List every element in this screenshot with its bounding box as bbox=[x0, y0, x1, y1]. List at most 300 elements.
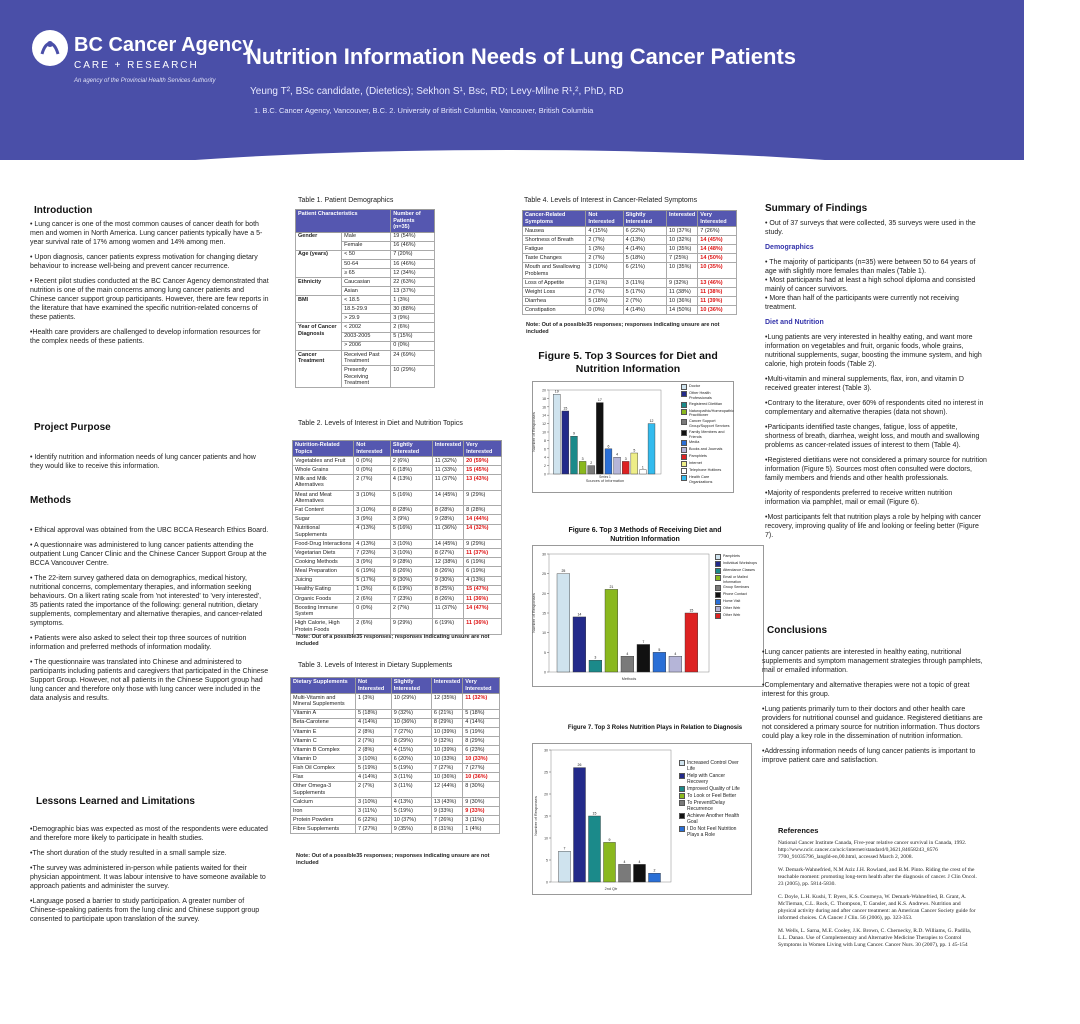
y-tick-label: 30 bbox=[542, 552, 546, 557]
table3-cell: 1 (4%) bbox=[463, 825, 500, 834]
table4-header: Slightly Interested bbox=[623, 211, 666, 227]
table2-row-label: Vegetarian Diets bbox=[293, 549, 354, 558]
table4-cell: 2 (7%) bbox=[586, 236, 623, 245]
table2-cell: 4 (13%) bbox=[390, 475, 432, 491]
table3-cell: 8 (30%) bbox=[463, 782, 500, 798]
summary-d6: •Majority of respondents preferred to receive written nutrition information via pamphlet, mail or email (Figure 6). bbox=[765, 490, 953, 506]
table4-cell: 10 (36%) bbox=[666, 297, 697, 306]
table3-caption: Table 3. Levels of Interest in Dietary Supplements bbox=[298, 662, 453, 669]
table3-cell: 8 (29%) bbox=[431, 718, 462, 727]
table3-cell: 7 (27%) bbox=[431, 764, 462, 773]
intro-p4: •Health care providers are challenged to develop information resources for the complex needs of these patients. bbox=[30, 329, 261, 345]
lessons-p3: •The survey was administered in-person while patients waited for their physician appointment. It was labour intensive to have someone available to approach patients and administer the survey. bbox=[30, 865, 266, 890]
table4-row bbox=[523, 227, 737, 236]
table2-note: Note: Out of a possible35 responses; responses indicating unsure are not included bbox=[296, 634, 490, 647]
legend-entry bbox=[715, 599, 761, 605]
bar bbox=[634, 864, 646, 882]
table1-subgroup: ≥ 65 bbox=[342, 268, 391, 277]
legend-swatch bbox=[715, 568, 721, 574]
table2-cell: 9 (30%) bbox=[432, 576, 463, 585]
y-tick-label: 10 bbox=[544, 836, 548, 841]
figure6-chart bbox=[532, 545, 764, 687]
data-label: 14 bbox=[577, 612, 582, 617]
table2-cell: 8 (28%) bbox=[464, 506, 502, 515]
figure6-title: Figure 6. Top 3 Methods of Receiving Diet and Nutrition Information bbox=[568, 527, 722, 543]
table1-count: 2 (6%) bbox=[391, 323, 435, 332]
table3-cell: 3 (11%) bbox=[391, 773, 431, 782]
table2-cell: 3 (10%) bbox=[354, 490, 391, 506]
bar bbox=[589, 660, 602, 672]
table2-cell: 9 (29%) bbox=[390, 619, 432, 635]
table2-cell: 14 (44%) bbox=[464, 515, 502, 524]
table2-cell: 3 (9%) bbox=[354, 515, 391, 524]
bar bbox=[589, 816, 601, 882]
table4-cell: 4 (15%) bbox=[586, 227, 623, 236]
table2-cell: 3 (9%) bbox=[390, 515, 432, 524]
table3-cell: 12 (35%) bbox=[431, 694, 462, 710]
table4-header: Very Interested bbox=[698, 211, 737, 227]
legend-label: Internet bbox=[689, 461, 702, 466]
legend-label: Telephone Hotlines bbox=[689, 468, 722, 473]
table2-row bbox=[293, 515, 502, 524]
bar bbox=[637, 644, 650, 672]
conclusions-c4: •Addressing information needs of lung cancer patients is important to improve patient care and satisfaction. bbox=[762, 748, 976, 764]
bar bbox=[649, 873, 661, 882]
legend-swatch bbox=[679, 793, 685, 799]
data-label: 25 bbox=[561, 569, 566, 574]
references-heading: References bbox=[778, 826, 819, 835]
lessons-p1: •Demographic bias was expected as most of the respondents were educated and therefore more likely to participate in health studies. bbox=[30, 826, 268, 842]
table4-row-label: Weight Loss bbox=[523, 288, 586, 297]
table2-cell: 2 (6%) bbox=[354, 619, 391, 635]
table1-row bbox=[296, 296, 435, 305]
table1-subgroup: 50-64 bbox=[342, 259, 391, 268]
table2-cell: 14 (32%) bbox=[464, 524, 502, 540]
table-symptoms-interest bbox=[522, 210, 737, 315]
table3-cell: 8 (31%) bbox=[431, 825, 462, 834]
table2-cell: 9 (28%) bbox=[390, 558, 432, 567]
table2-cell: 0 (0%) bbox=[354, 457, 391, 466]
table1-count: 24 (69%) bbox=[391, 350, 435, 366]
data-label: 9 bbox=[573, 431, 575, 436]
legend-swatch bbox=[681, 475, 687, 481]
legend-label: Health Care Organizations bbox=[689, 475, 713, 485]
data-label: 4 bbox=[626, 651, 629, 656]
lessons-p4: •Language posed a barrier to study participation. A greater number of Chinese-speaking patients from the lung clinic and Chinese support group consented to participate upon translation of the survey. bbox=[30, 898, 260, 923]
y-tick-label: 4 bbox=[544, 455, 546, 460]
legend-swatch bbox=[715, 592, 721, 598]
table3-row bbox=[291, 709, 500, 718]
table3-cell: 10 (36%) bbox=[431, 773, 462, 782]
table3-cell: 10 (39%) bbox=[431, 745, 462, 754]
y-axis-label: Number of Responses bbox=[531, 593, 536, 633]
table2-cell: 4 (13%) bbox=[354, 540, 391, 549]
legend-entry bbox=[681, 447, 731, 453]
table2-cell: 9 (29%) bbox=[464, 540, 502, 549]
table1-row bbox=[296, 277, 435, 286]
legend-entry bbox=[681, 402, 731, 408]
table3-row bbox=[291, 694, 500, 710]
figure5-title: Figure 5. Top 3 Sources for Diet and Nutrition Information bbox=[538, 350, 718, 375]
table4-cell: 0 (0%) bbox=[586, 306, 623, 315]
data-label: 2 bbox=[653, 868, 656, 873]
table3-cell: 4 (14%) bbox=[355, 773, 391, 782]
y-tick-label: 8 bbox=[544, 438, 546, 443]
y-tick-label: 20 bbox=[542, 388, 546, 393]
bar bbox=[621, 656, 634, 672]
table2-row-label: Healthy Eating bbox=[293, 585, 354, 594]
data-label: 3 bbox=[624, 456, 627, 461]
bar bbox=[653, 652, 666, 672]
table2-row bbox=[293, 567, 502, 576]
legend-entry bbox=[715, 592, 761, 598]
y-tick-label: 15 bbox=[544, 814, 548, 819]
table2-row bbox=[293, 475, 502, 491]
table2-cell: 11 (36%) bbox=[432, 524, 463, 540]
table4-cell: 7 (26%) bbox=[698, 227, 737, 236]
table2-row-label: Boosting Immune System bbox=[293, 603, 354, 619]
table2-row bbox=[293, 603, 502, 619]
table1-subgroup: > 29.9 bbox=[342, 314, 391, 323]
legend-entry bbox=[715, 585, 761, 591]
table4-cell: 10 (36%) bbox=[698, 306, 737, 315]
data-label: 7 bbox=[563, 846, 566, 851]
table1-category: BMI bbox=[296, 296, 342, 323]
table1-caption: Table 1. Patient Demographics bbox=[298, 197, 394, 204]
table2-cell: 2 (7%) bbox=[354, 475, 391, 491]
legend-swatch bbox=[681, 461, 687, 467]
table4-cell: 2 (7%) bbox=[623, 297, 666, 306]
table3-row bbox=[291, 816, 500, 825]
legend-swatch bbox=[681, 454, 687, 460]
legend-entry bbox=[681, 419, 731, 429]
legend-label: Naturopathic/Homeopathic Practitioner bbox=[689, 408, 734, 418]
table3-row bbox=[291, 782, 500, 798]
y-tick-label: 6 bbox=[544, 447, 546, 452]
bar bbox=[553, 394, 560, 474]
reference-2: W. Demark-Wahnefried, N.M Aziz J.H. Rowland, and B.M. Pinto. Riding the crest of the teachable moment: promoting long-term health after the diagnosis of cancer. J Clin Oncol. 23 (2005), pp. 5814-5830. bbox=[778, 867, 977, 887]
legend-label: Other Health Professionals bbox=[689, 391, 712, 400]
x-tick-label: Series 1 bbox=[599, 475, 611, 479]
table3-cell: 9 (33%) bbox=[431, 807, 462, 816]
diet-subheading: Diet and Nutrition bbox=[765, 319, 824, 326]
table1-count: 5 (15%) bbox=[391, 332, 435, 341]
table2-row-label: Whole Grains bbox=[293, 466, 354, 475]
legend-swatch bbox=[715, 599, 721, 605]
table2-cell: 0 (0%) bbox=[354, 466, 391, 475]
table3-cell: 5 (19%) bbox=[355, 764, 391, 773]
table3-row bbox=[291, 755, 500, 764]
table4-cell: 6 (22%) bbox=[623, 227, 666, 236]
table4-row-label: Loss of Appetite bbox=[523, 278, 586, 287]
data-label: 15 bbox=[689, 608, 694, 613]
table2-header: Slightly Interested bbox=[390, 441, 432, 457]
data-label: 3 bbox=[594, 655, 597, 660]
table4-cell: 5 (18%) bbox=[586, 297, 623, 306]
table2-cell: 6 (19%) bbox=[464, 567, 502, 576]
summary-demo2: • Most participants had at least a high school diploma and consisted mainly of cancer survivors. bbox=[765, 277, 976, 293]
table2-row bbox=[293, 457, 502, 466]
conclusions-c1: •Lung cancer patients are interested in healthy eating, nutritional supplements and symptom management strategies through pamphlets, mail or emailed information. bbox=[762, 649, 983, 674]
x-axis-label: Methods bbox=[621, 677, 637, 681]
y-axis-label: Number of Responses bbox=[531, 412, 536, 452]
legend-label: Registered Dietitian bbox=[689, 401, 723, 406]
table3-row bbox=[291, 807, 500, 816]
purpose-p1: • Identify nutrition and information needs of lung cancer patients and how they would like to receive this information. bbox=[30, 454, 256, 470]
table3-row bbox=[291, 797, 500, 806]
table2-row-label: Milk and Milk Alternatives bbox=[293, 475, 354, 491]
table3-cell: 13 (43%) bbox=[431, 797, 462, 806]
y-tick-label: 0 bbox=[544, 670, 546, 675]
table3-row bbox=[291, 825, 500, 834]
table2-cell: 6 (19%) bbox=[432, 619, 463, 635]
table4-cell: 14 (48%) bbox=[698, 245, 737, 254]
table2-cell: 11 (37%) bbox=[432, 603, 463, 619]
legend-label: Achieve Another Health Goal bbox=[687, 813, 740, 825]
legend-swatch bbox=[715, 561, 721, 567]
legend-entry bbox=[681, 408, 734, 419]
y-tick-label: 0 bbox=[546, 880, 548, 885]
table3-cell: 2 (8%) bbox=[355, 745, 391, 754]
table4-cell: 4 (14%) bbox=[623, 306, 666, 315]
legend-swatch bbox=[681, 419, 687, 425]
legend-entry bbox=[681, 461, 731, 467]
table3-row-label: Vitamin E bbox=[291, 727, 356, 736]
bc-cancer-logo-icon bbox=[32, 30, 68, 66]
table2-cell: 11 (37%) bbox=[464, 549, 502, 558]
data-label: 4 bbox=[674, 651, 677, 656]
legend-entry bbox=[715, 554, 761, 560]
bar bbox=[559, 851, 571, 882]
table2-cell: 8 (27%) bbox=[432, 549, 463, 558]
table1-count: 0 (0%) bbox=[391, 341, 435, 350]
intro-heading: Introduction bbox=[34, 205, 93, 216]
legend-label: Improved Quality of Life bbox=[687, 786, 740, 792]
bar bbox=[685, 613, 698, 672]
data-label: 2 bbox=[590, 461, 593, 466]
table1-row bbox=[296, 232, 435, 241]
y-tick-label: 25 bbox=[542, 572, 546, 577]
table2-cell: 4 (13%) bbox=[464, 576, 502, 585]
y-tick-label: 0 bbox=[544, 472, 546, 477]
table3-cell: 4 (13%) bbox=[391, 797, 431, 806]
data-label: 4 bbox=[638, 859, 641, 864]
table3-cell: 5 (19%) bbox=[391, 764, 431, 773]
table2-row-label: Organic Foods bbox=[293, 594, 354, 603]
y-tick-label: 30 bbox=[544, 748, 548, 753]
legend-swatch bbox=[681, 440, 687, 446]
legend-swatch bbox=[679, 786, 685, 792]
legend-label: Doctor bbox=[689, 384, 701, 388]
intro-p2: • Upon diagnosis, cancer patients express motivation for changing dietary behaviour to increase well-being and prevent cancer recurrence. bbox=[30, 254, 258, 270]
legend-swatch bbox=[715, 585, 721, 591]
table4-cell: 2 (7%) bbox=[586, 254, 623, 263]
data-label: 21 bbox=[609, 584, 614, 589]
org-tagline: An agency of the Provincial Health Services Authority bbox=[74, 78, 216, 84]
legend-entry bbox=[681, 468, 731, 474]
table3-row-label: Iron bbox=[291, 807, 356, 816]
table4-row-label: Shortness of Breath bbox=[523, 236, 586, 245]
data-label: 7 bbox=[642, 639, 645, 644]
table4-cell: 4 (14%) bbox=[623, 245, 666, 254]
table4-cell: 1 (3%) bbox=[586, 245, 623, 254]
table2-cell: 2 (6%) bbox=[390, 457, 432, 466]
table4-cell: 4 (13%) bbox=[623, 236, 666, 245]
figure7-title: Figure 7. Top 3 Roles Nutrition Plays in Relation to Diagnosis bbox=[567, 725, 743, 731]
table1-row bbox=[296, 250, 435, 259]
table2-row-label: Cooking Methods bbox=[293, 558, 354, 567]
table3-cell: 5 (18%) bbox=[463, 709, 500, 718]
table2-cell: 6 (19%) bbox=[390, 585, 432, 594]
data-label: 4 bbox=[616, 452, 619, 457]
bar bbox=[648, 424, 655, 474]
legend-entry bbox=[715, 561, 761, 567]
table2-row-label: Fat Content bbox=[293, 506, 354, 515]
data-label: 12 bbox=[649, 419, 654, 424]
table3-header: Dietary Supplements bbox=[291, 678, 356, 694]
table1-subgroup: Caucasian bbox=[342, 277, 391, 286]
table2-row-label: Meal Preparation bbox=[293, 567, 354, 576]
table2-row bbox=[293, 558, 502, 567]
y-tick-label: 5 bbox=[546, 858, 548, 863]
table3-row-label: Vitamin B Complex bbox=[291, 745, 356, 754]
legend-swatch bbox=[681, 409, 687, 415]
table3-cell: 2 (8%) bbox=[355, 727, 391, 736]
table2-header: Nutrition-Related Topics bbox=[293, 441, 354, 457]
y-tick-label: 10 bbox=[542, 430, 546, 435]
legend-swatch bbox=[679, 773, 685, 779]
poster-header bbox=[0, 0, 1024, 160]
x-axis-label: 2nd Qtr bbox=[604, 887, 618, 891]
legend-swatch bbox=[681, 391, 687, 397]
table1-category: Gender bbox=[296, 232, 342, 250]
data-label: 5 bbox=[658, 647, 661, 652]
table2-cell: 9 (29%) bbox=[464, 490, 502, 506]
table1-count: 1 (3%) bbox=[391, 296, 435, 305]
table3-cell: 3 (11%) bbox=[463, 816, 500, 825]
table1-subgroup: < 2002 bbox=[342, 323, 391, 332]
table3-row-label: Calcium bbox=[291, 797, 356, 806]
bar bbox=[571, 436, 578, 474]
table2-row bbox=[293, 506, 502, 515]
table1-category: Year of Cancer Diagnosis bbox=[296, 323, 342, 350]
table4-row bbox=[523, 263, 737, 279]
table3-cell: 4 (15%) bbox=[391, 745, 431, 754]
legend-entry bbox=[679, 826, 747, 838]
lessons-heading: Lessons Learned and Limitations bbox=[36, 796, 195, 807]
table1-count: 22 (63%) bbox=[391, 277, 435, 286]
table2-cell: 8 (28%) bbox=[432, 506, 463, 515]
bar bbox=[588, 466, 595, 474]
table3-row bbox=[291, 764, 500, 773]
bar bbox=[622, 461, 629, 474]
table1-row bbox=[296, 323, 435, 332]
table3-cell: 5 (19%) bbox=[463, 727, 500, 736]
affiliations: 1. B.C. Cancer Agency, Vancouver, B.C. 2. University of British Columbia, Vancouver, British Columbia bbox=[254, 106, 594, 115]
y-tick-label: 25 bbox=[544, 770, 548, 775]
table2-cell: 3 (10%) bbox=[354, 506, 391, 515]
y-tick-label: 10 bbox=[542, 631, 546, 636]
table3-header: Interested bbox=[431, 678, 462, 694]
table3-cell: 2 (7%) bbox=[355, 736, 391, 745]
table3-row-label: Vitamin A bbox=[291, 709, 356, 718]
table3-cell: 10 (36%) bbox=[463, 773, 500, 782]
table3-row-label: Multi-Vitamin and Mineral Supplements bbox=[291, 694, 356, 710]
table4-cell: 5 (17%) bbox=[623, 288, 666, 297]
table3-cell: 9 (32%) bbox=[431, 736, 462, 745]
table2-cell: 7 (23%) bbox=[354, 549, 391, 558]
legend-entry bbox=[681, 454, 731, 460]
legend-entry bbox=[715, 568, 761, 574]
figure5-chart bbox=[532, 381, 734, 493]
table3-row bbox=[291, 736, 500, 745]
legend-label: Email or Mailed Information bbox=[723, 575, 748, 584]
table2-header: Interested bbox=[432, 441, 463, 457]
summary-d1: •Lung patients are very interested in healthy eating, and want more information on vegetables and fruit, organic foods, whole grains, nutritional supplements, sugar, boosting the immune system, and high calorie, high protein foods (Table 2). bbox=[765, 334, 982, 368]
table3-cell: 10 (36%) bbox=[391, 718, 431, 727]
table2-cell: 4 (13%) bbox=[354, 524, 391, 540]
table4-cell: 11 (38%) bbox=[698, 288, 737, 297]
legend-label: Increased Control Over Life bbox=[687, 760, 739, 772]
table4-note: Note: Out of a possible35 responses; responses indicating unsure are not included bbox=[526, 322, 720, 335]
table3-cell: 6 (22%) bbox=[355, 816, 391, 825]
table2-caption: Table 2. Levels of Interest in Diet and Nutrition Topics bbox=[298, 420, 463, 427]
y-tick-label: 18 bbox=[542, 396, 546, 401]
table-diet-nutrition-interest bbox=[292, 440, 502, 635]
table4-cell: 11 (39%) bbox=[698, 297, 737, 306]
table2-cell: 6 (19%) bbox=[464, 558, 502, 567]
table1-subgroup: 18.5-29.9 bbox=[342, 305, 391, 314]
legend-entry bbox=[715, 575, 761, 584]
intro-body bbox=[30, 220, 270, 352]
table2-cell: 5 (16%) bbox=[390, 524, 432, 540]
table2-cell: 11 (36%) bbox=[464, 594, 502, 603]
table2-cell: 8 (28%) bbox=[390, 506, 432, 515]
table1-header-characteristics: Patient Characteristics bbox=[296, 210, 391, 233]
table4-row-label: Taste Changes bbox=[523, 254, 586, 263]
table2-cell: 14 (47%) bbox=[464, 603, 502, 619]
table4-cell: 14 (50%) bbox=[666, 306, 697, 315]
table4-cell: 3 (11%) bbox=[623, 278, 666, 287]
table2-row bbox=[293, 540, 502, 549]
table1-row bbox=[296, 350, 435, 366]
y-axis-label: Number of Responses bbox=[533, 796, 538, 836]
summary-d7: •Most participants felt that nutrition plays a role by helping with cancer recovery, improving quality of life and looking or feeling better (Figure 7). bbox=[765, 514, 982, 539]
table2-cell: 11 (37%) bbox=[432, 475, 463, 491]
legend-label: Home Visit bbox=[723, 599, 741, 604]
bar bbox=[631, 453, 638, 474]
table3-cell: 9 (32%) bbox=[391, 709, 431, 718]
table2-cell: 13 (43%) bbox=[464, 475, 502, 491]
legend-label: Phone Contact bbox=[723, 592, 747, 597]
bar bbox=[579, 461, 586, 474]
table3-cell: 9 (30%) bbox=[463, 797, 500, 806]
summary-d3: •Contrary to the literature, over 60% of respondents cited no interest in complementary and alternative therapies (data not shown). bbox=[765, 400, 984, 416]
table4-row bbox=[523, 297, 737, 306]
table2-row-label: Juicing bbox=[293, 576, 354, 585]
table4-cell: 10 (35%) bbox=[698, 263, 737, 279]
table4-caption: Table 4. Levels of Interest in Cancer-Related Symptoms bbox=[524, 197, 698, 204]
legend-entry bbox=[679, 800, 747, 812]
table3-cell: 9 (33%) bbox=[463, 807, 500, 816]
y-tick-label: 20 bbox=[542, 591, 546, 596]
table2-cell: 3 (9%) bbox=[354, 558, 391, 567]
y-tick-label: 15 bbox=[542, 611, 546, 616]
table3-row-label: Vitamin D bbox=[291, 755, 356, 764]
data-label: 15 bbox=[592, 811, 597, 816]
table1-subgroup: 2003-2005 bbox=[342, 332, 391, 341]
table4-cell: 3 (10%) bbox=[586, 263, 623, 279]
